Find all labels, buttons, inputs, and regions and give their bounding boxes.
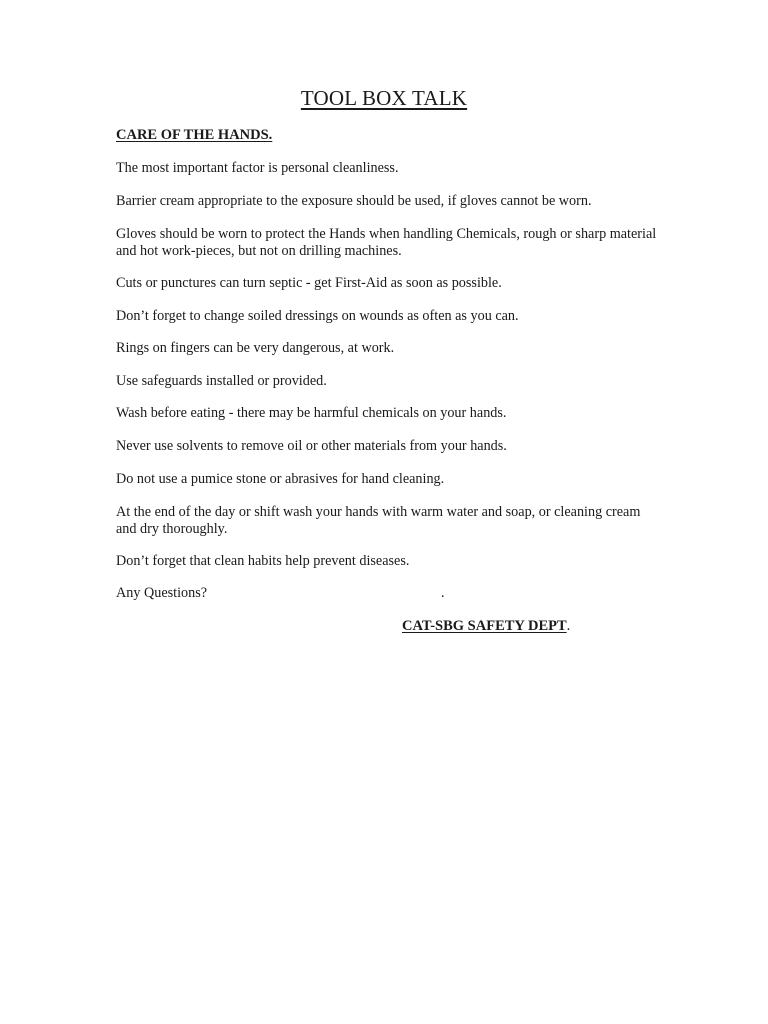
any-questions-line: Any Questions? (116, 585, 208, 601)
signoff-department: CAT-SBG SAFETY DEPT (402, 618, 567, 634)
paragraph: At the end of the day or shift wash your hands with warm water and soap, or cleaning cream and dry thoroughly. (116, 504, 641, 537)
paragraph: Barrier cream appropriate to the exposure should be used, if gloves cannot be worn. (116, 193, 592, 209)
paragraph: Rings on fingers can be very dangerous, at work. (116, 340, 395, 356)
paragraph: Do not use a pumice stone or abrasives for hand cleaning. (116, 471, 445, 487)
paragraph: The most important factor is personal cleanliness. (116, 160, 399, 176)
paragraph: Don’t forget to change soiled dressings on wounds as often as you can. (116, 308, 519, 324)
paragraph: Use safeguards installed or provided. (116, 373, 327, 389)
document-title: TOOL BOX TALK (300, 86, 468, 110)
paragraph: Don’t forget that clean habits help prevent diseases. (116, 553, 410, 569)
questions-trailing-dot: . (441, 585, 445, 601)
paragraph: Gloves should be worn to protect the Hands when handling Chemicals, rough or sharp material and hot work-pieces, but not on drilling machines. (116, 226, 657, 259)
signoff (402, 618, 570, 635)
signoff-period: . (566, 618, 571, 634)
paragraph: Wash before eating - there may be harmful chemicals on your hands. (116, 405, 507, 421)
paragraph: Cuts or punctures can turn septic - get First-Aid as soon as possible. (116, 275, 502, 291)
paragraph: Never use solvents to remove oil or other materials from your hands. (116, 438, 507, 454)
section-heading: CARE OF THE HANDS. (116, 127, 273, 143)
